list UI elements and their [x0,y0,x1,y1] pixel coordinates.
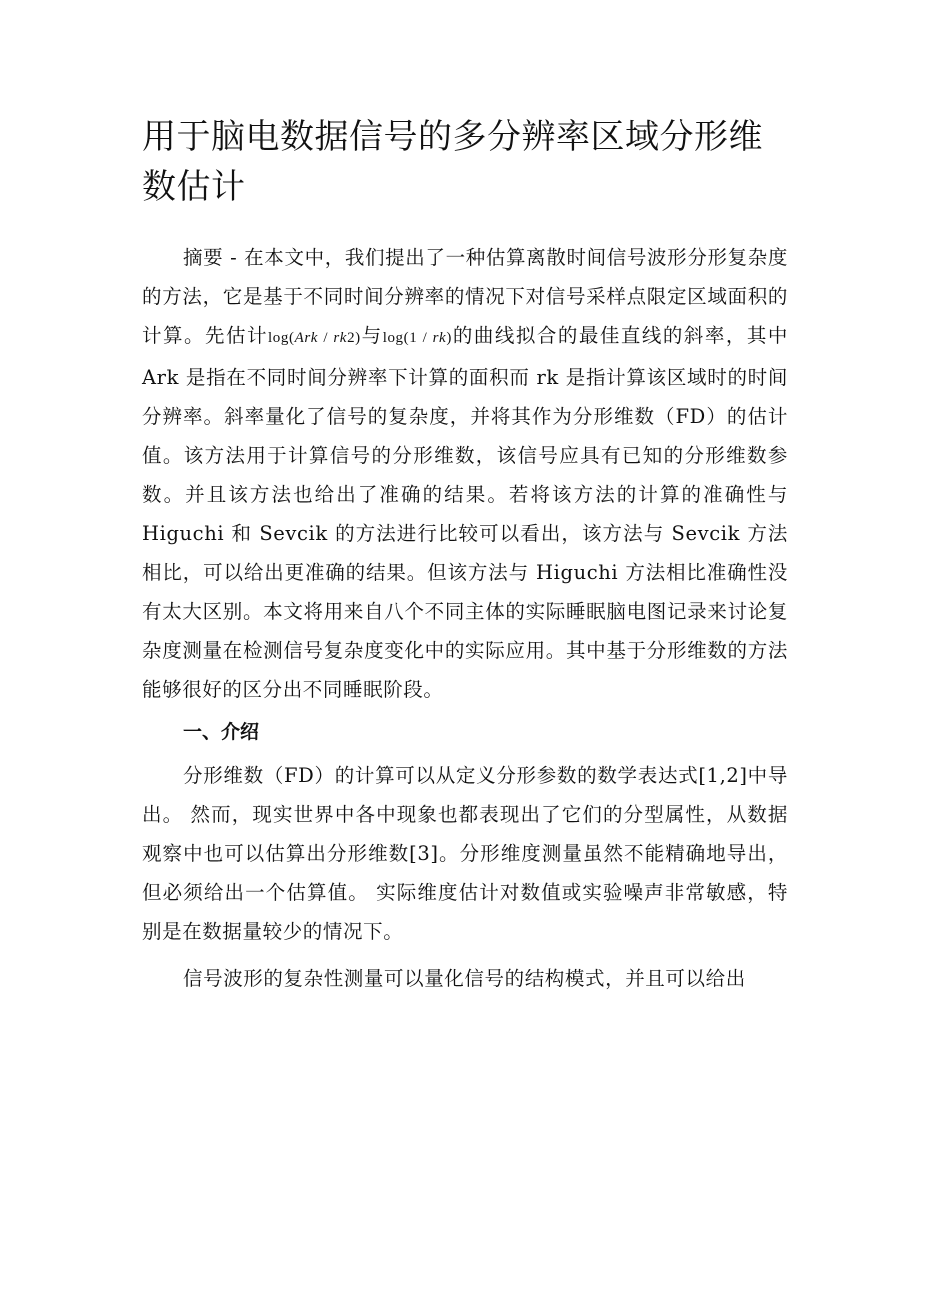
abstract-paragraph [142,238,788,709]
abstract-connector: 与 [360,324,383,347]
document-title: 用于脑电数据信号的多分辨率区域分形维数估计 [142,117,763,207]
formula-log-ark-rk2: log(Ark / rk2) [268,330,361,346]
intro-paragraph-2: 信号波形的复杂性测量可以量化信号的结构模式，并且可以给出 [183,967,746,990]
intro-paragraph-1: 分形维数（FD）的计算可以从定义分形参数的数学表达式[1,2]中导出。 然而，现实世界中各中现象也都表现出了它们的分型属性，从数据观察中也可以估算出分形维数[3]。分形维度测量虽然不能精确地导出，但必须给出一个估算值。 实际维度估计对数值或实验噪声非常敏感，特别是在数据量较少的情况下。 [142,764,788,943]
formula-log-inverse-rk: log(1 / rk) [382,330,452,346]
abstract-text-part1: 摘要 - 在本文中，我们提出了一种估算离散时间信号波形分形复杂度的方法，它是基于不同时间分辨率的情况下对信号采样点限定区域面积的计算。先估计 [142,246,788,347]
section-heading-introduction: 一、介绍 [183,721,260,743]
document-page [142,112,788,998]
abstract-text-part2: 的曲线拟合的最佳直线的斜率，其中 Ark 是指在不同时间分辨率下计算的面积而 rk 是指计算该区域时的时间分辨率。斜率量化了信号的复杂度，并将其作为分形维数（FD）的估计值。该方法用于计算信号的分形维数，该信号应具有已知的分形维数参数。并且该方法也给出了准确的结果。若将该方法的计算的准确性与 Higuchi 和 Sevcik 的方法进行比较可以看出，该方法与 Sevcik 方法相比，可以给出更准确的结果。但该方法与 Higuchi 方法相比准确性没有太大区别。本文将用来自八个不同主体的实际睡眠脑电图记录来讨论复杂度测量在检测信号复杂度变化中的实际应用。其中基于分形维数的方法能够很好的区分出不同睡眠阶段。 [142,324,788,701]
